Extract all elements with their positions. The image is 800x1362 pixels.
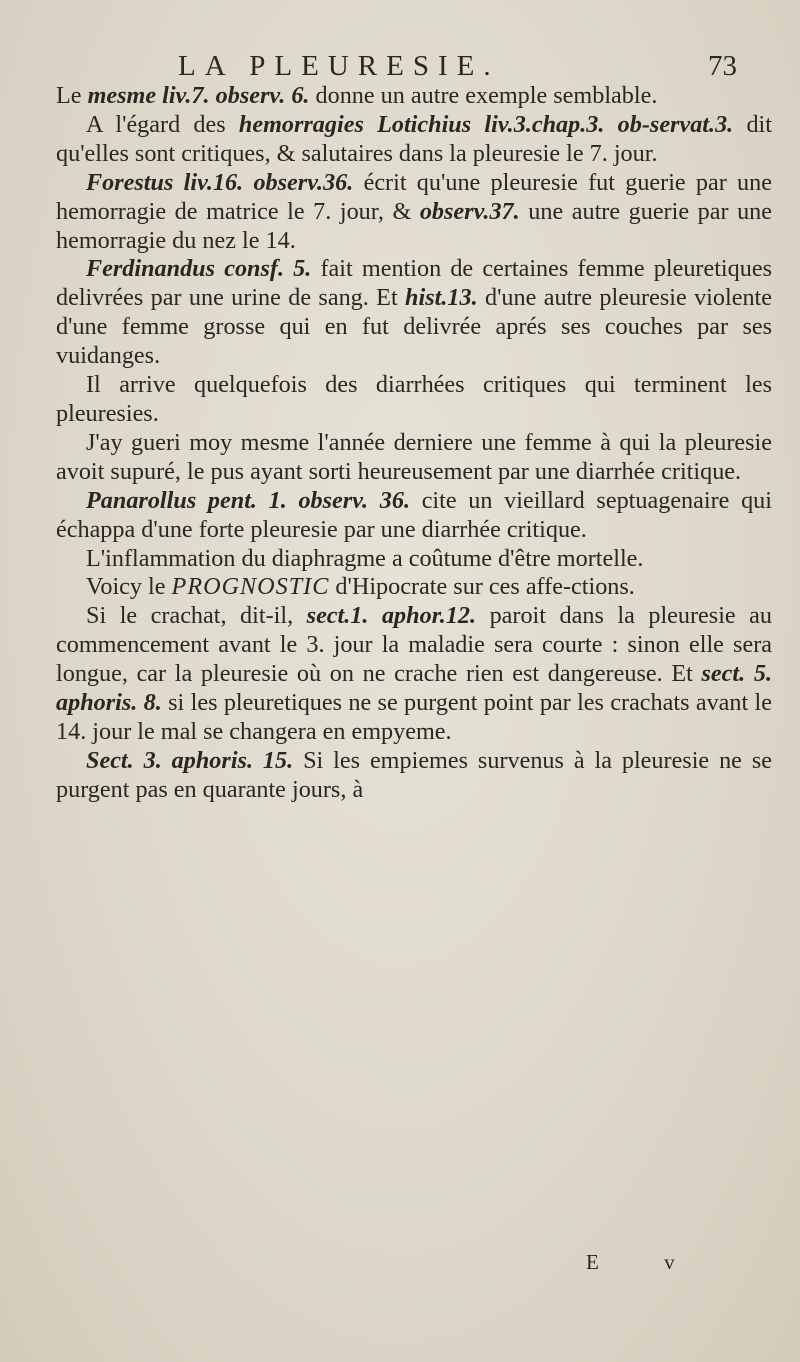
paragraph — [56, 111, 772, 169]
text-run: A l'égard des — [86, 110, 239, 138]
text-run: Le — [56, 82, 88, 109]
page-number: 73 — [708, 50, 737, 82]
text-run: fait mention de certaines femme pleuretiques delivrées par une urine de sang. Et — [56, 255, 772, 312]
text-run: paroit dans la pleuresie au commencement avant le 3. jour la maladie sera courte : sinon elle sera longue, car la pleuresie où on ne crache rien est dangereuse. Et — [56, 602, 773, 688]
text-run: une autre guerie par une hemorragie du nez le 14. — [56, 197, 772, 254]
paragraph — [56, 487, 772, 545]
citation-reference: Ferdinandus consf. 5. — [86, 255, 312, 283]
page-header — [0, 50, 800, 84]
paragraph — [56, 255, 772, 371]
citation-reference: sect.1. aphor.12. — [306, 602, 477, 630]
citation-reference: observ.37. — [419, 197, 520, 225]
citation-reference: mesme liv.7. observ. 6. — [87, 82, 310, 109]
body-text — [56, 82, 772, 805]
paragraph — [56, 573, 772, 602]
emphasized-heading: PROGNOSTIC — [171, 573, 330, 601]
paragraph — [56, 169, 772, 256]
text-run: donne un autre exemple semblable. — [309, 82, 658, 109]
paragraph — [56, 545, 772, 574]
citation-reference: Forestus liv.16. observ.36. — [86, 168, 354, 196]
running-title: LA PLEURESIE. — [178, 50, 500, 82]
text-run: J'ay gueri moy mesme l'année derniere une femme à qui la pleuresie avoit supuré, le pus ayant sorti heureusement par une diarrhée critique. — [56, 428, 772, 485]
paragraph — [56, 429, 772, 487]
citation-reference: Sect. 3. aphoris. 15. — [86, 746, 294, 774]
signature-mark: E v — [586, 1250, 705, 1274]
text-run: d'une autre pleuresie violente d'une femme grosse qui en fut delivrée aprés ses couches par ses vuidanges. — [56, 284, 772, 370]
paragraph — [56, 371, 772, 429]
text-run: Voicy le — [86, 573, 172, 601]
text-run: Si le crachat, dit-il, — [86, 602, 307, 630]
text-run: cite un vieillard septuagenaire qui échappa d'une forte pleuresie par une diarrhée critique. — [56, 486, 772, 543]
paragraph — [56, 82, 772, 111]
text-run: d'Hipocrate sur ces affe-ctions. — [329, 573, 635, 601]
text-run: écrit qu'une pleuresie fut guerie par une hemorragie de matrice le 7. jour, & — [56, 168, 772, 225]
text-run: Si les empiemes survenus à la pleuresie ne se purgent pas en quarante jours, à — [56, 746, 772, 803]
text-run: L'inflammation du diaphragme a coûtume d'être mortelle. — [86, 544, 644, 572]
citation-reference: sect. 5. aphoris. 8. — [56, 660, 772, 717]
paragraph — [56, 747, 772, 805]
citation-reference: hemorragies Lotichius liv.3.chap.3. ob-servat.3. — [238, 110, 734, 138]
text-run: Il arrive quelquefois des diarrhées critiques qui terminent les pleuresies. — [56, 371, 772, 427]
citation-reference: Panarollus pent. 1. observ. 36. — [86, 486, 411, 514]
paragraph — [56, 602, 772, 747]
text-run: dit qu'elles sont critiques, & salutaires dans la pleuresie le 7. jour. — [56, 110, 772, 167]
text-run: si les pleuretiques ne se purgent point par les crachats avant le 14. jour le mal se changera en empyeme. — [56, 689, 773, 745]
citation-reference: hist.13. — [405, 284, 478, 312]
